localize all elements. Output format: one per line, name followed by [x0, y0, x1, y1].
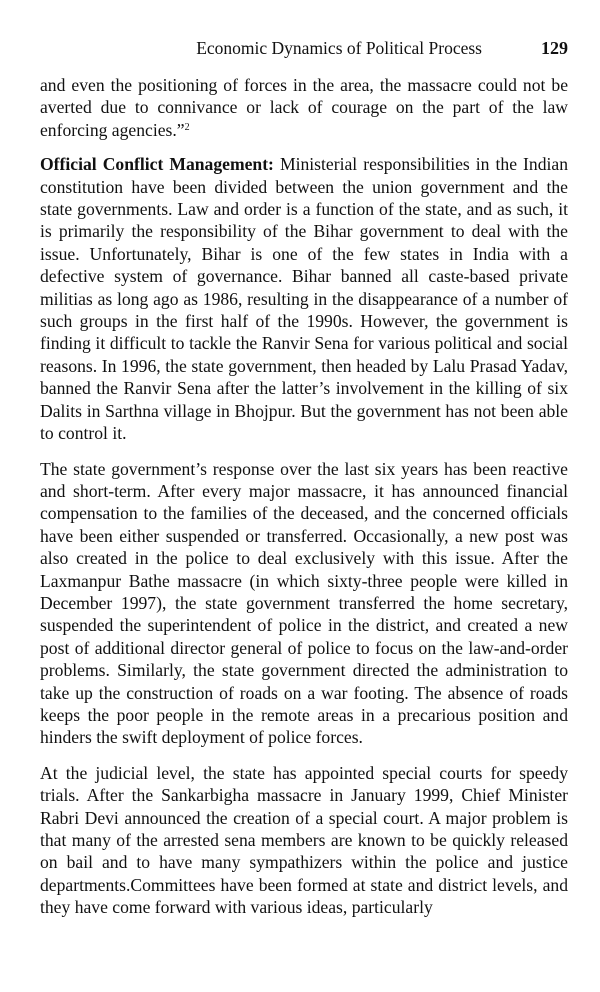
paragraph-text: At the judicial level, the state has appointed special courts for speedy trials. After the Sankarbigha massacre in January 1999, Chief Minister Rabri Devi announced the creation of a special court. A major problem is that many of the arrested sena members are known to be quickly released on bail and to have many sympathizers within the police and justice departments.Committees have been formed at state and district levels, and they have come forward with various ideas, particularly	[40, 762, 568, 918]
running-header	[40, 38, 568, 64]
paragraph-text: Ministerial responsibilities in the Indian constitution have been divided between the union government and the state governments. Law and order is a function of the state, and as such, it is primarily the responsibility of the Bihar government to deal with the issue. Unfortunately, Bihar is one of the few states in India with a defective system of governance. Bihar banned all caste-based private militias as long ago as 1986, resulting in the disappearance of a number of such groups in the first half of the 1990s. However, the government is finding it difficult to tackle the Ranvir Sena for various political and social reasons. In 1996, the state government, then headed by Lalu Prasad Yadav, banned the Ranvir Sena after the latter’s involvement in the killing of six Dalits in Sarthna village in Bhojpur. But the government has not been able to control it.	[40, 154, 569, 444]
running-title: Economic Dynamics of Political Process	[196, 38, 482, 58]
footnote-reference[interactable]: 2	[184, 121, 190, 133]
paragraph-text: and even the positioning of forces in the area, the massacre could not be averted due to connivance or lack of courage on the part of the law enforcing agencies.”	[40, 75, 568, 140]
paragraph-official-conflict-management	[40, 153, 568, 444]
paragraph-state-response	[40, 458, 568, 749]
paragraph-judicial-level	[40, 762, 568, 919]
book-page	[40, 38, 568, 919]
section-run-in-heading: Official Conflict Management:	[40, 154, 274, 175]
page-number: 129	[541, 38, 568, 58]
paragraph-continuation	[40, 74, 568, 141]
paragraph-text: The state government’s response over the last six years has been reactive and short-term. After every major massacre, it has announced financial compensation to the families of the deceased, and the concerned officials have been either suspended or transferred. Occasionally, a new post was also created in the police to deal exclusively with this issue. After the Laxmanpur Bathe massacre (in which sixty-three people were killed in December 1997), the state government transferred the home secretary, suspended the superintendent of police in the district, and created a new post of additional director general of police to focus on the law-and-order problems. Similarly, the state government directed the administration to take up the construction of roads on a war footing. The absence of roads keeps the poor people in the remote areas in a precarious position and hinders the swift deployment of police forces.	[40, 458, 568, 748]
